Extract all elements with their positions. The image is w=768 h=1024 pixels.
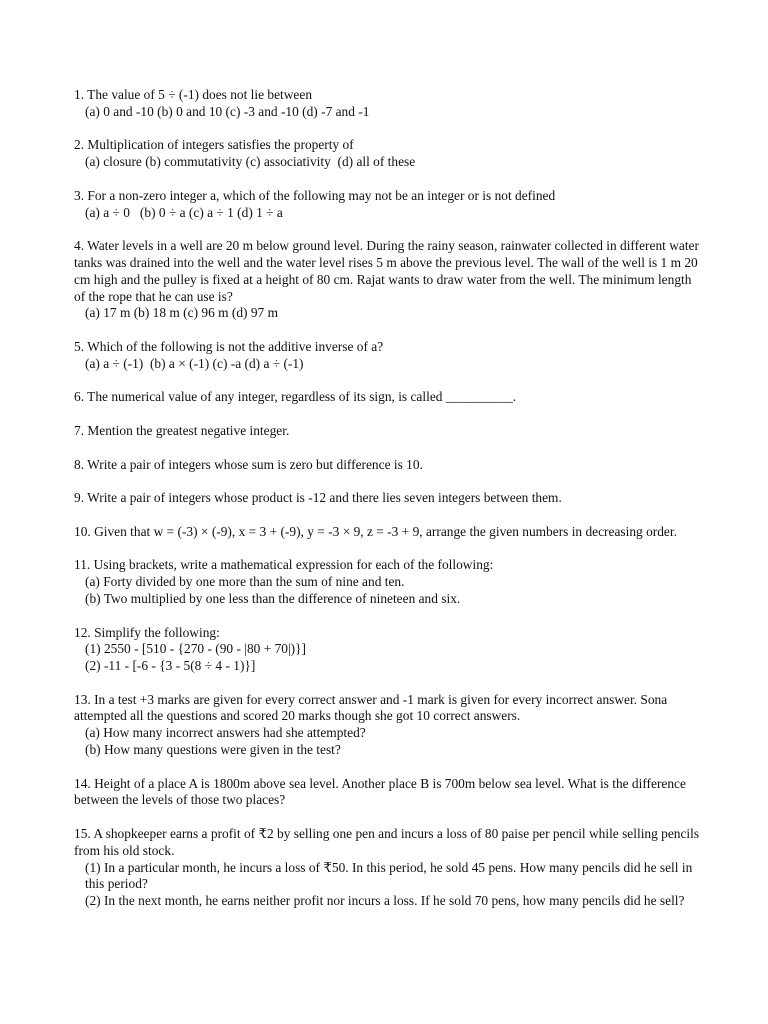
- question-text: 14. Height of a place A is 1800m above sea level. Another place B is 700m below sea level. What is the difference between the levels of those two places?: [74, 775, 690, 808]
- question-option-line: (a) a ÷ 0 (b) 0 ÷ a (c) a ÷ 1 (d) 1 ÷ a: [85, 204, 283, 220]
- question-13: [74, 692, 704, 759]
- question-text: 4. Water levels in a well are 20 m below ground level. During the rainy season, rainwater collected in different water tanks was drained into the well and the water level rises 5 m above the previous level. The wall of the well is 1 m 20 cm high and the pulley is fixed at a height of 80 cm. Rajat wants to draw water from the well. The minimum length of the rope that he can use is?: [74, 238, 703, 304]
- question-text: 6. The numerical value of any integer, regardless of its sign, is called __________.: [74, 389, 517, 405]
- question-text: 5. Which of the following is not the additive inverse of a?: [74, 338, 384, 354]
- question-12: [74, 625, 704, 675]
- question-option-line: (2) -11 - [-6 - {3 - 5(8 ÷ 4 - 1)}]: [85, 658, 256, 674]
- question-text: 10. Given that w = (-3) × (-9), x = 3 + (-9), y = -3 × 9, z = -3 + 9, arrange the given numbers in decreasing order.: [74, 523, 677, 539]
- question-8: [74, 457, 704, 474]
- question-14: [74, 776, 704, 810]
- question-1: [74, 87, 704, 121]
- question-text: 12. Simplify the following:: [74, 624, 220, 640]
- question-option-line: (2) In the next month, he earns neither profit nor incurs a loss. If he sold 70 pens, how many pencils did he sell?: [85, 893, 685, 909]
- question-10: [74, 524, 704, 541]
- question-text: 3. For a non-zero integer a, which of the following may not be an integer or is not defined: [74, 187, 556, 203]
- question-6: [74, 389, 704, 406]
- question-option-line: (b) Two multiplied by one less than the difference of nineteen and six.: [85, 590, 461, 606]
- question-11: [74, 557, 704, 607]
- worksheet-page: [74, 87, 704, 927]
- question-text: 11. Using brackets, write a mathematical expression for each of the following:: [74, 557, 494, 573]
- question-9: [74, 490, 704, 507]
- question-option-line: (1) In a particular month, he incurs a loss of ₹50. In this period, he sold 45 pens. How many pencils did he sell in this period?: [85, 859, 696, 892]
- question-text: 2. Multiplication of integers satisfies the property of: [74, 137, 354, 153]
- question-text: 15. A shopkeeper earns a profit of ₹2 by selling one pen and incurs a loss of 80 paise per pencil while selling pencils from his old stock.: [74, 826, 703, 858]
- question-7: [74, 423, 704, 440]
- question-option-line: (a) 17 m (b) 18 m (c) 96 m (d) 97 m: [85, 305, 279, 321]
- question-option-line: (b) How many questions were given in the test?: [85, 742, 341, 758]
- question-text: 7. Mention the greatest negative integer.: [74, 422, 290, 438]
- question-5: [74, 339, 704, 373]
- question-text: 8. Write a pair of integers whose sum is zero but difference is 10.: [74, 456, 423, 472]
- question-text: 13. In a test +3 marks are given for every correct answer and -1 mark is given for every incorrect answer. Sona attempted all the questions and scored 20 marks though she got 10 correct answers.: [74, 691, 671, 724]
- question-option-line: (a) 0 and -10 (b) 0 and 10 (c) -3 and -10 (d) -7 and -1: [85, 103, 370, 119]
- question-option-line: (a) a ÷ (-1) (b) a × (-1) (c) -a (d) a ÷ (-1): [85, 355, 304, 371]
- question-2: [74, 137, 704, 171]
- question-option-line: (a) Forty divided by one more than the sum of nine and ten.: [85, 574, 405, 590]
- question-4: [74, 238, 704, 322]
- question-option-line: (a) closure (b) commutativity (c) associativity (d) all of these: [85, 154, 416, 170]
- question-option-line: (1) 2550 - [510 - {270 - (90 - |80 + 70|)}]: [85, 641, 307, 657]
- question-3: [74, 188, 704, 222]
- question-option-line: (a) How many incorrect answers had she attempted?: [85, 725, 366, 741]
- question-text: 1. The value of 5 ÷ (-1) does not lie between: [74, 87, 313, 102]
- question-text: 9. Write a pair of integers whose product is -12 and there lies seven integers between them.: [74, 490, 562, 506]
- question-15: [74, 826, 704, 910]
